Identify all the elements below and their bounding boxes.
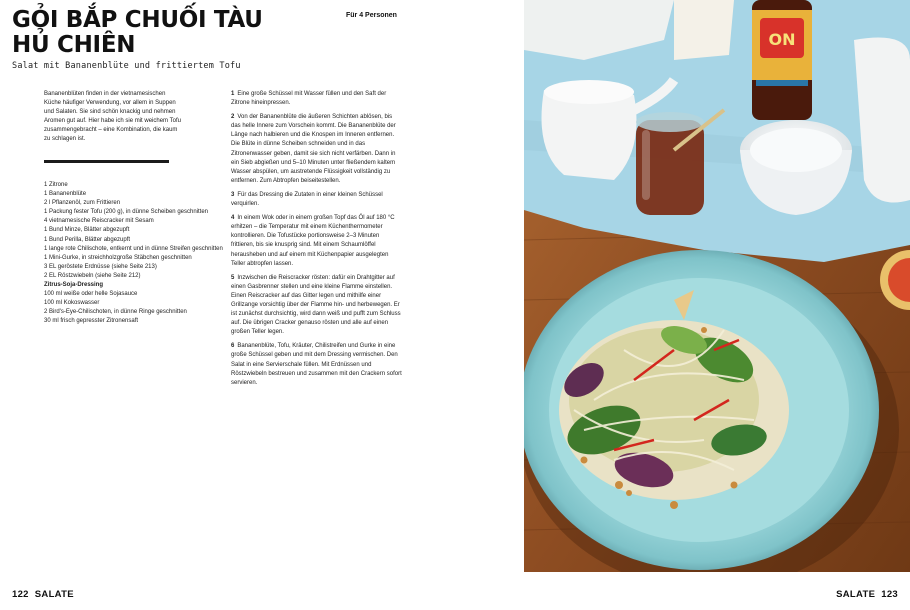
step-text: Bananenblüte, Tofu, Kräuter, Chilistreifen und Gurke in eine große Schüssel geben und mit dem Dressing vermischen. Den Salat in eine Servierschale füllen. Mit Erdnüssen und Röstzwiebeln bestreuen und zusammen mit den Crackern sofort servieren. <box>231 343 402 386</box>
step-text: Eine große Schüssel mit Wasser füllen und den Saft der Zitrone hineinpressen. <box>231 91 387 107</box>
step-number: 3 <box>231 191 235 198</box>
intro-line: Aromen gut auf. Hier habe ich sie mit weichem Tofu <box>44 118 181 125</box>
ingredient-item: 3 EL geröstete Erdnüsse (siehe Seite 213) <box>44 263 157 270</box>
recipe-title-line-2: HỦ CHIÊN <box>12 32 136 58</box>
method-step <box>231 214 402 269</box>
intro-text <box>44 90 220 145</box>
step-text: Für das Dressing die Zutaten in einer kleinen Schüssel verquirlen. <box>231 191 383 208</box>
section-name-left: SALATE <box>34 589 74 600</box>
method-step <box>231 191 402 209</box>
ingredient-item: 1 Zitrone <box>44 182 68 188</box>
ingredient-item: 4 vietnamesische Reiscracker mit Sesam <box>44 218 154 225</box>
ingredient-item: 2 EL Röstzwiebeln (siehe Seite 212) <box>44 272 141 279</box>
step-number: 2 <box>231 114 235 121</box>
dressing-item: 2 Bird's-Eye-Chilischoten, in dünne Ringe geschnitten <box>44 309 187 316</box>
ingredient-item: 2 l Pflanzenöl, zum Frittieren <box>44 200 121 207</box>
page-number-left: 122 <box>12 589 29 600</box>
dressing-item: 100 ml Kokoswasser <box>44 300 100 307</box>
ingredient-item: 1 lange rote Chilischote, entkernt und in dünne Streifen geschnitten <box>44 245 223 252</box>
method-step <box>231 90 402 108</box>
recipe-title-line-1: GỎI BẮP CHUỐI TÀU <box>12 7 263 33</box>
intro-line: und Salaten. Sie sind schön knackig und nehmen <box>44 109 176 116</box>
step-text: Inzwischen die Reiscracker rösten: dafür ein Drahtgitter auf einen Gasbrenner stellen und eine kleine Flamme einstellen. Einen Reiscracker auf das Gitter legen und mithilfe einer Grillzange vorsichtig über der Flamme hin- und herbewegen. Er ist zunächst durchsichtig, wird dann weiß und pufft zum Schluss auf. Die übrigen Cracker genauso rösten und alle auf einen großen Teller legen. <box>231 274 401 336</box>
section-divider <box>44 160 169 163</box>
step-number: 4 <box>231 215 235 222</box>
ingredient-item: 1 Mini-Gurke, in streichholzgroße Stäbchen geschnitten <box>44 254 192 261</box>
recipe-subtitle: Salat mit Bananenblüte und frittiertem Tofu <box>12 61 241 71</box>
ingredient-item: 1 Bund Perilla, Blätter abgezupft <box>44 236 131 243</box>
intro-line: zusammengebracht – eine Kombination, die kaum <box>44 127 178 134</box>
dressing-item: 100 ml weiße oder helle Sojasauce <box>44 291 138 298</box>
section-name-right: SALATE <box>836 589 876 600</box>
ingredient-item: 1 Bund Minze, Blätter abgezupft <box>44 227 130 234</box>
intro-line: Küche häufiger Verwendung, vor allem in Suppen <box>44 100 176 107</box>
step-number: 1 <box>231 91 235 97</box>
folio-right <box>836 589 898 600</box>
method-step <box>231 274 402 338</box>
method-step <box>231 113 402 186</box>
recipe-title <box>12 8 263 58</box>
dressing-heading: Zitrus-Soja-Dressing <box>44 282 104 289</box>
right-page <box>455 0 910 610</box>
serving-size: Für 4 Personen <box>346 12 397 19</box>
step-number: 6 <box>231 343 235 350</box>
bottle-label: ON <box>768 30 796 49</box>
step-text: In einem Wok oder in einem großen Topf das Öl auf 180 °C erhitzen – die Temperatur mit einem Küchenthermometer kontrollieren. Die Tofustücke portionsweise 2–3 Minuten frittieren, bis sie knusprig sind. Mit einem Schaumlöffel herausheben und auf einem mit Küchenpapier ausgelegten Teller abtropfen lassen. <box>231 215 395 267</box>
step-text: Von der Bananenblüte die äußeren Schichten ablösen, bis das helle Innere zum Vorschein kommt. Die Bananenblüte der Länge nach halbieren und die Knospen im Inneren entfernen. Die Blüte in dünne Scheiben schneiden und in das Zitronenwasser geben, damit sie sich nicht verfärben. Dann in ein Sieb abgießen und 5–10 Minuten unter fließendem kaltem Wasser abspülen, um austretende Flüssigkeit vollständig zu entfernen. Zum Abtropfen beiseitestellen. <box>231 114 396 184</box>
page-number-right: 123 <box>881 589 898 600</box>
step-number: 5 <box>231 274 235 281</box>
food-photo <box>524 0 910 572</box>
method-steps <box>231 90 402 393</box>
food-photo-illustration <box>524 0 910 572</box>
ingredient-item: 1 Bananenblüte <box>44 191 87 198</box>
folio-left <box>12 589 74 600</box>
dressing-item: 30 ml frisch gepresster Zitronensaft <box>44 318 139 325</box>
intro-line: Bananenblüten finden in der vietnamesischen <box>44 91 166 97</box>
intro-line: zu schlagen ist. <box>44 136 86 143</box>
ingredient-list <box>44 181 226 327</box>
ingredient-item: 1 Packung fester Tofu (200 g), in dünne Scheiben geschnitten <box>44 209 209 216</box>
method-step <box>231 342 402 387</box>
